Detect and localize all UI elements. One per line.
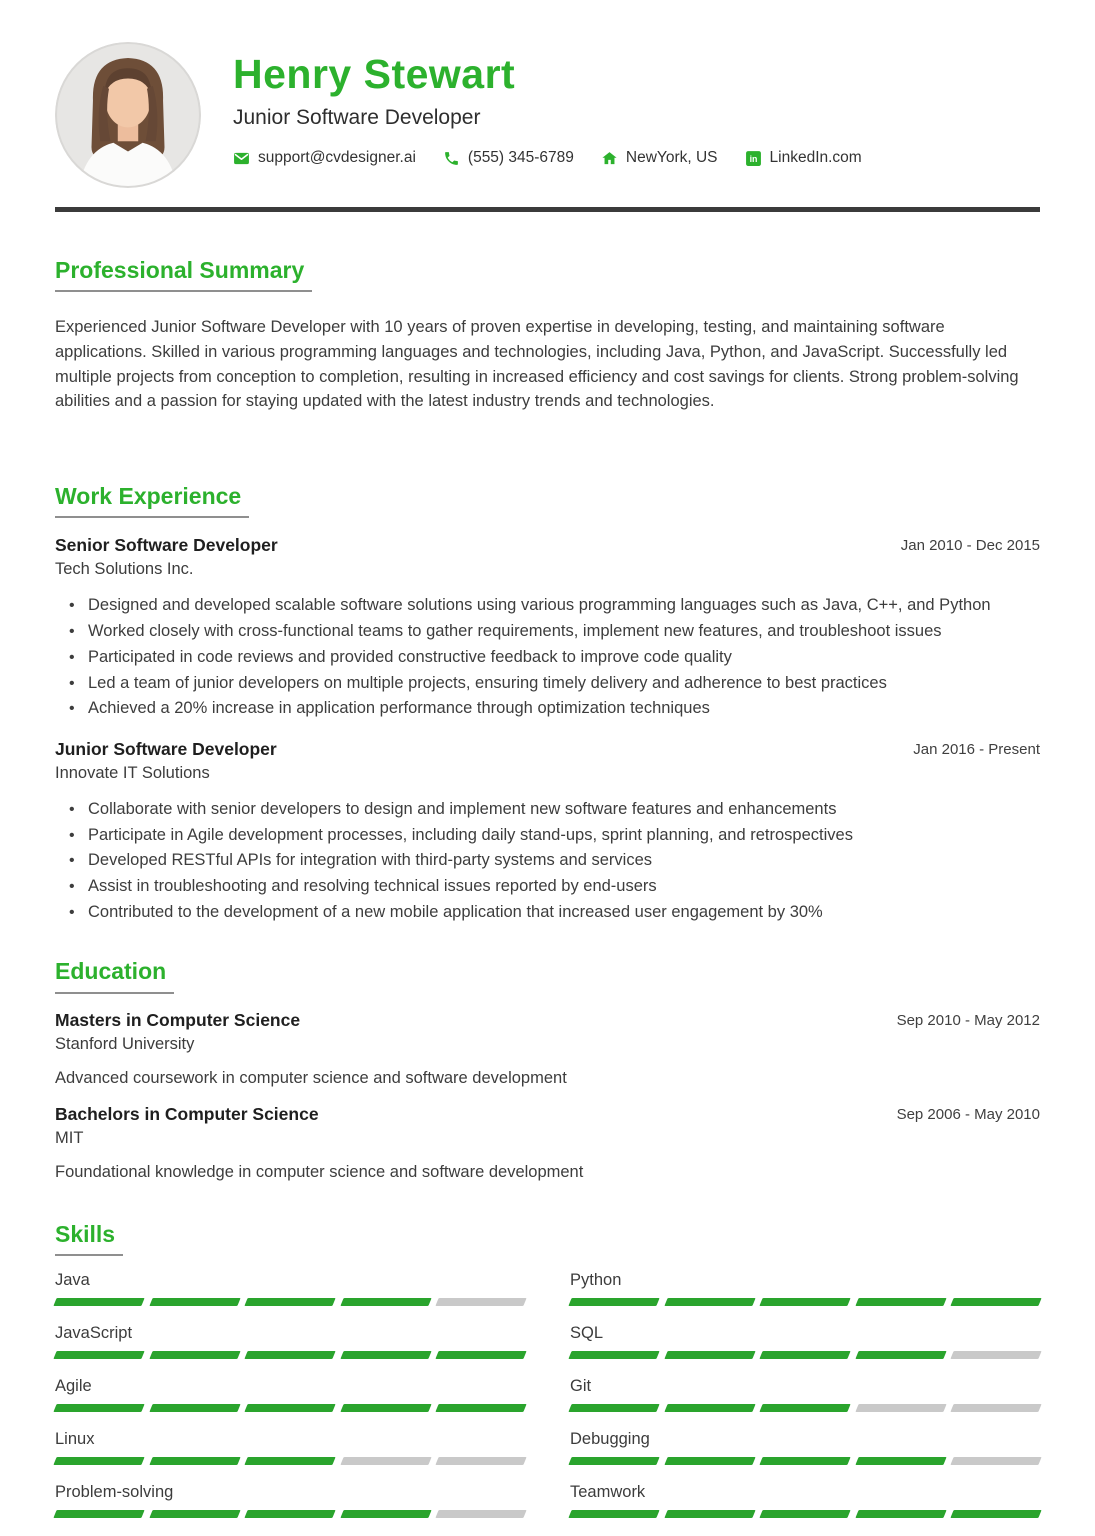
bullet-item: • Contributed to the development of a new mobile application that increased user engagement by 30% — [55, 900, 1040, 926]
skill-bar-segment — [149, 1457, 240, 1465]
skill-item — [570, 1430, 1040, 1465]
home-icon — [601, 150, 618, 167]
education-dates: Sep 2010 - May 2012 — [896, 1011, 1040, 1029]
linkedin-icon — [745, 150, 762, 167]
skill-bar-segment — [664, 1457, 755, 1465]
skill-bar-segment — [760, 1457, 851, 1465]
skill-bar-segment — [664, 1298, 755, 1306]
skill-bar-segment — [855, 1510, 946, 1518]
education-entry — [55, 1009, 1040, 1088]
job-bullet-list — [55, 797, 1040, 926]
education-heading: Education — [55, 959, 174, 993]
section-professional-summary — [55, 258, 1040, 414]
skill-name: SQL — [570, 1324, 604, 1343]
summary-heading: Professional Summary — [55, 258, 312, 292]
section-work-experience — [55, 484, 1040, 925]
skill-bar-segment — [855, 1404, 946, 1412]
skill-name: Python — [570, 1271, 622, 1290]
bullet-item: • Participated in code reviews and provided constructive feedback to improve code quality — [55, 645, 1040, 671]
skill-name: Teamwork — [570, 1483, 646, 1502]
skill-item — [570, 1271, 1040, 1306]
skill-bar-segment — [340, 1510, 431, 1518]
phone-icon — [443, 150, 460, 167]
skill-bar-segment — [855, 1351, 946, 1359]
skills-grid — [55, 1271, 1040, 1536]
bullet-item: • Collaborate with senior developers to design and implement new software features and enhancements — [55, 797, 1040, 823]
email-icon — [233, 150, 250, 167]
work-experience-entry — [55, 738, 1040, 926]
skill-bar-segment — [53, 1351, 144, 1359]
skill-bar-segment — [760, 1404, 851, 1412]
job-bullet-list — [55, 593, 1040, 722]
bullet-item: • Developed RESTful APIs for integration with third-party systems and services — [55, 848, 1040, 874]
contact-email-text: support@cvdesigner.ai — [258, 149, 416, 167]
skill-bar-segment — [340, 1298, 431, 1306]
skill-bar-segment — [568, 1510, 659, 1518]
skills-heading: Skills — [55, 1222, 123, 1256]
contact-location-text: NewYork, US — [625, 149, 718, 167]
person-job-title: Junior Software Developer — [233, 106, 481, 130]
education-description: Advanced coursework in computer science and software development — [55, 1068, 567, 1087]
skill-bar-segment — [149, 1510, 240, 1518]
skill-bar-segment — [149, 1351, 240, 1359]
skill-bar-segment — [951, 1457, 1042, 1465]
skill-bar-segment — [568, 1404, 659, 1412]
skill-bar-segment — [53, 1457, 144, 1465]
skill-bar-segment — [53, 1404, 144, 1412]
skill-name: Problem-solving — [55, 1483, 174, 1502]
skill-bar-segment — [436, 1510, 527, 1518]
skill-bar-segment — [149, 1298, 240, 1306]
bullet-item: • Achieved a 20% increase in application performance through optimization techniques — [55, 696, 1040, 722]
person-name: Henry Stewart — [233, 51, 516, 97]
skill-bar-segment — [664, 1510, 755, 1518]
bullet-item: • Worked closely with cross-functional teams to gather requirements, implement new features, and troubleshoot issues — [55, 619, 1040, 645]
contact-linkedin[interactable] — [745, 149, 862, 167]
skill-name: JavaScript — [55, 1324, 133, 1343]
school-name: Stanford University — [55, 1034, 195, 1053]
skill-name: Java — [55, 1271, 90, 1290]
header-identity — [233, 42, 889, 167]
education-container — [55, 1009, 1040, 1182]
skill-bar-segment — [149, 1404, 240, 1412]
skill-bar-segment — [760, 1351, 851, 1359]
school-name: MIT — [55, 1128, 84, 1147]
contact-phone-text: (555) 345-6789 — [467, 149, 574, 167]
contact-phone[interactable] — [443, 149, 574, 167]
work-experience-entry — [55, 534, 1040, 722]
section-education — [55, 959, 1040, 1181]
skill-bar-segment — [436, 1298, 527, 1306]
skill-item — [55, 1271, 525, 1306]
skill-item — [55, 1377, 525, 1412]
skill-bar-segment — [245, 1298, 336, 1306]
contact-location[interactable] — [601, 149, 718, 167]
skill-level-bar — [55, 1404, 525, 1412]
job-company: Innovate IT Solutions — [55, 763, 210, 782]
summary-text: Experienced Junior Software Developer with 10 years of proven expertise in developing, testing, and maintaining software applications. Skilled in various programming languages and technologies, including Java, Python, and JavaScript. Successfully led multiple projects from conception to completion, resulting in increased efficiency and cost savings for clients. Strong problem-solving abilities and a passion for staying updated with the latest industry trends and technologies. — [55, 318, 1019, 411]
skill-bar-segment — [855, 1298, 946, 1306]
education-description: Foundational knowledge in computer science and software development — [55, 1162, 584, 1181]
header-divider — [55, 207, 1040, 212]
skill-bar-segment — [245, 1510, 336, 1518]
skill-bar-segment — [568, 1298, 659, 1306]
skill-bar-segment — [245, 1404, 336, 1412]
job-company: Tech Solutions Inc. — [55, 560, 194, 579]
skill-bar-segment — [951, 1510, 1042, 1518]
avatar — [55, 42, 201, 188]
skill-bar-segment — [664, 1404, 755, 1412]
skill-bar-segment — [760, 1298, 851, 1306]
skill-bar-segment — [436, 1351, 527, 1359]
job-dates: Jan 2016 - Present — [913, 740, 1040, 758]
skill-level-bar — [55, 1298, 525, 1306]
skill-item — [570, 1324, 1040, 1359]
skill-bar-segment — [568, 1351, 659, 1359]
skill-bar-segment — [436, 1457, 527, 1465]
avatar-photo-icon — [55, 42, 201, 188]
bullet-item: • Assist in troubleshooting and resolving technical issues reported by end-users — [55, 874, 1040, 900]
skill-item — [55, 1430, 525, 1465]
skill-level-bar — [570, 1298, 1040, 1306]
entry-head — [55, 1009, 1040, 1031]
job-title: Senior Software Developer — [55, 535, 278, 556]
jobs-container — [55, 534, 1040, 925]
skill-name: Debugging — [570, 1430, 650, 1449]
skill-bar-segment — [568, 1457, 659, 1465]
job-dates: Jan 2010 - Dec 2015 — [900, 537, 1040, 555]
skill-bar-segment — [760, 1510, 851, 1518]
work-experience-heading: Work Experience — [55, 484, 249, 518]
skill-level-bar — [570, 1351, 1040, 1359]
contact-linkedin-text: LinkedIn.com — [769, 149, 862, 167]
skill-bar-segment — [340, 1457, 431, 1465]
skill-item — [570, 1483, 1040, 1518]
education-entry — [55, 1103, 1040, 1182]
skill-level-bar — [55, 1510, 525, 1518]
svg-text:in: in — [749, 153, 757, 164]
entry-head — [55, 534, 1040, 556]
degree-title: Masters in Computer Science — [55, 1009, 301, 1030]
entry-head — [55, 1103, 1040, 1125]
skill-bar-segment — [951, 1351, 1042, 1359]
skill-bar-segment — [664, 1351, 755, 1359]
bullet-item: • Led a team of junior developers on multiple projects, ensuring timely delivery and adherence to best practices — [55, 671, 1040, 697]
entry-head — [55, 738, 1040, 760]
bullet-item: • Participate in Agile development processes, including daily stand-ups, sprint planning, and retrospectives — [55, 823, 1040, 849]
skill-bar-segment — [53, 1510, 144, 1518]
skill-level-bar — [570, 1404, 1040, 1412]
skill-level-bar — [570, 1510, 1040, 1518]
job-title: Junior Software Developer — [55, 738, 277, 759]
skill-bar-segment — [245, 1457, 336, 1465]
skill-bar-segment — [340, 1351, 431, 1359]
contact-email[interactable] — [233, 149, 416, 167]
skill-name: Agile — [55, 1377, 92, 1396]
skill-bar-segment — [53, 1298, 144, 1306]
skill-name: Linux — [55, 1430, 95, 1449]
bullet-item: • Designed and developed scalable software solutions using various programming languages such as Java, C++, and Python — [55, 593, 1040, 619]
skill-item — [570, 1377, 1040, 1412]
skill-level-bar — [570, 1457, 1040, 1465]
education-dates: Sep 2006 - May 2010 — [896, 1105, 1040, 1123]
skill-bar-segment — [340, 1404, 431, 1412]
skill-bar-segment — [855, 1457, 946, 1465]
skill-level-bar — [55, 1457, 525, 1465]
skill-bar-segment — [951, 1404, 1042, 1412]
section-skills — [55, 1222, 1040, 1536]
resume-header — [55, 42, 1040, 188]
contact-row — [233, 149, 889, 167]
skill-item — [55, 1483, 525, 1518]
degree-title: Bachelors in Computer Science — [55, 1103, 319, 1124]
skill-bar-segment — [436, 1404, 527, 1412]
skill-name: Git — [570, 1377, 592, 1396]
skill-bar-segment — [951, 1298, 1042, 1306]
skill-bar-segment — [245, 1351, 336, 1359]
skill-item — [55, 1324, 525, 1359]
skill-level-bar — [55, 1351, 525, 1359]
